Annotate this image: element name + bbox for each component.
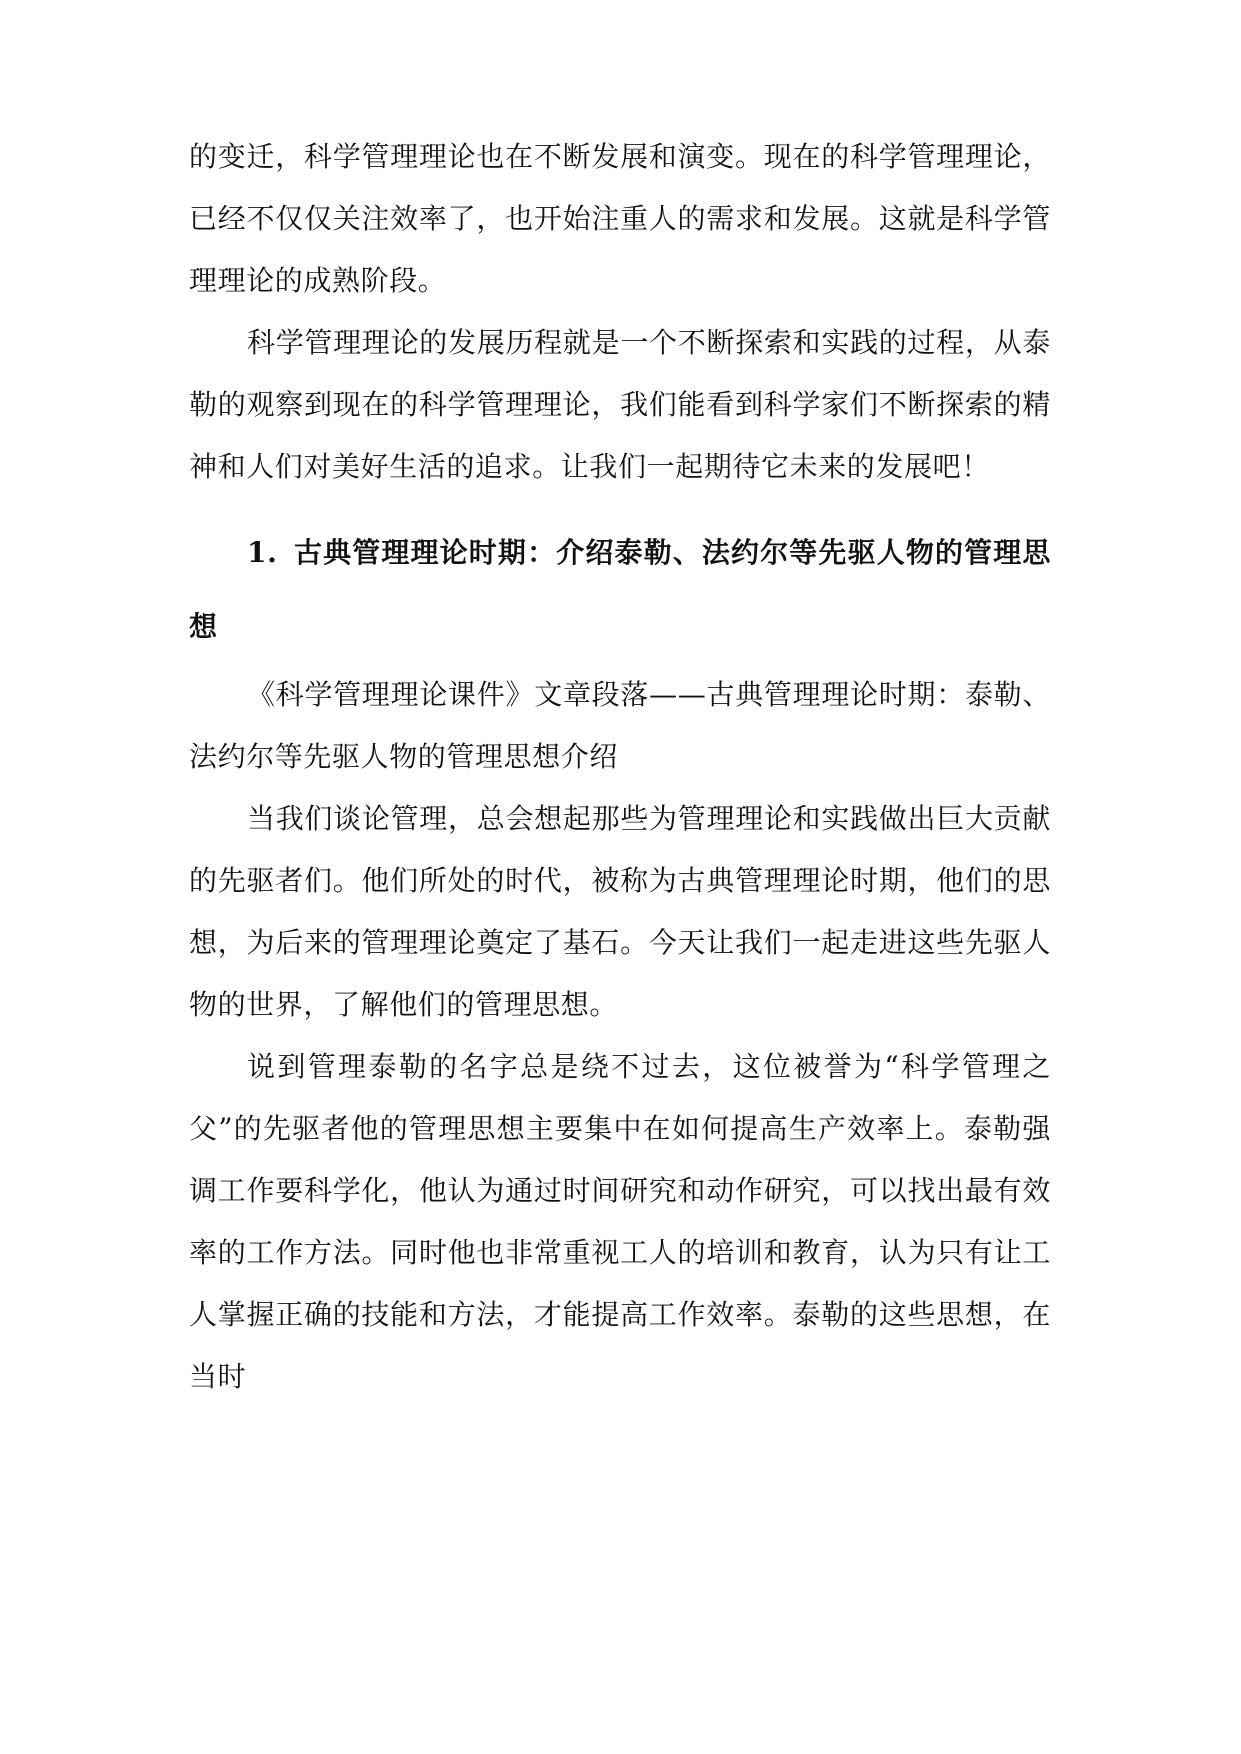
section-number: 1.	[247, 536, 278, 569]
paragraph-pioneers: 当我们谈论管理，总会想起那些为管理理论和实践做出巨大贡献的先驱者们。他们所处的时代，被称为古典管理理论时期，他们的思想，为后来的管理理论奠定了基石。今天让我们一起走进这些先驱人物的世界，了解他们的管理思想。	[189, 802, 1051, 1021]
paragraph-development-history: 科学管理理论的发展历程就是一个不断探索和实践的过程，从泰勒的观察到现在的科学管理理论，我们能看到科学家们不断探索的精神和人们对美好生活的追求。让我们一起期待它未来的发展吧！	[189, 326, 1051, 483]
section-heading	[189, 516, 1051, 664]
document-body	[189, 126, 1051, 1408]
paragraph-taylor: 说到管理泰勒的名字总是绕不过去，这位被誉为“科学管理之父”的先驱者他的管理思想主要集中在如何提高生产效率上。泰勒强调工作要科学化，他认为通过时间研究和动作研究，可以找出最有效率的工作方法。同时他也非常重视工人的培训和教育，认为只有让工人掌握正确的技能和方法，才能提高工作效率。泰勒的这些思想，在当时	[189, 1050, 1051, 1393]
paragraph-continued: 的变迁，科学管理理论也在不断发展和演变。现在的科学管理理论，已经不仅仅关注效率了，也开始注重人的需求和发展。这就是科学管理理论的成熟阶段。	[189, 140, 1051, 297]
section-title: 古典管理理论时期：介绍泰勒、法约尔等先驱人物的管理思想	[189, 536, 1051, 643]
paragraph-article-intro: 《科学管理理论课件》文章段落——古典管理理论时期：泰勒、法约尔等先驱人物的管理思想介绍	[189, 678, 1051, 773]
